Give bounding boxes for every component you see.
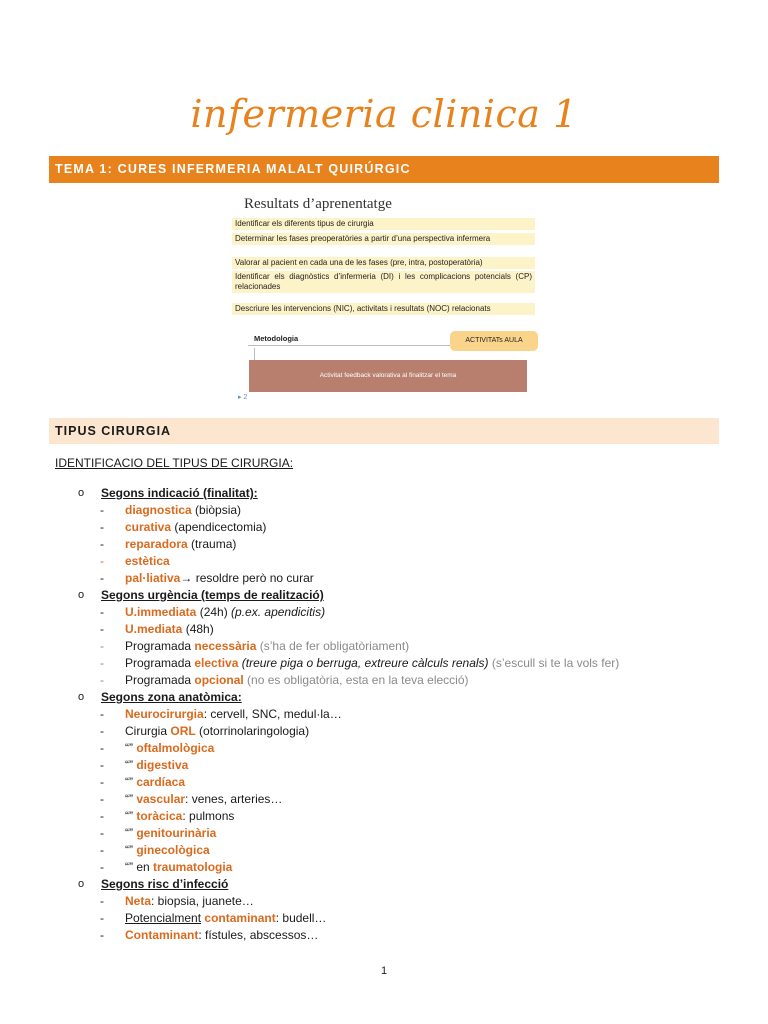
section-indicacio: [78, 485, 728, 502]
list-item: - “” ginecològica: [100, 843, 210, 857]
slide-row: Determinar les fases preoperatòries a partir d’una perspectiva infermera: [232, 233, 535, 245]
slide-title: Resultats d’aprenentatge: [244, 196, 392, 212]
section-label: Segons indicació (finalitat):: [101, 486, 258, 500]
bullet-circle-icon: o: [78, 589, 85, 601]
list-item: - “” en traumatologia: [100, 860, 233, 874]
slide-row: Valorar al pacient en cada una de les fases (pre, intra, postoperatòria): [232, 257, 535, 269]
list-item: - Neurocirurgia: cervell, SNC, medul·la…: [100, 707, 342, 721]
slide-number: ▸ 2: [238, 394, 248, 401]
section-zona: [78, 689, 728, 706]
slide-activitats-box: ACTIVITATs AULA: [450, 331, 538, 351]
list-item: - U.immediata (24h) (p.ex. apendicitis): [100, 605, 326, 619]
bullet-circle-icon: o: [78, 878, 85, 890]
bullet-circle-icon: o: [78, 487, 85, 499]
section-label: Segons zona anatòmica:: [101, 690, 242, 704]
list-item: - “” cardíaca: [100, 775, 186, 789]
document-title: infermeria clinica 1: [190, 92, 578, 136]
list-item: - Programada electiva (treure piga o berruga, extreure càlculs renals) (s’escull si te la vols fer): [100, 656, 620, 670]
slide-image: [230, 193, 542, 405]
list-item: - “” oftalmològica: [100, 741, 215, 755]
list-item: - pal·liativa→ resoldre però no curar: [100, 571, 314, 585]
section-risc: [78, 876, 728, 893]
list-item: - reparadora (trauma): [100, 537, 237, 551]
list-item: - diagnostica (biòpsia): [100, 503, 242, 517]
section-urgencia: [78, 587, 728, 604]
slide-metodologia: Metodologia: [254, 334, 299, 343]
slide-row: Identificar els diagnòstics d’infermeria (DI) i les complicacions potencials (CP) relacionades: [232, 271, 535, 293]
slide-feedback-bar: Activitat feedback valorativa al finalitzar el tema: [249, 360, 527, 392]
outline-list: [78, 485, 728, 944]
list-item: - Programada necessària (s’ha de fer obligatòriament): [100, 639, 410, 653]
slide-tick: [254, 348, 255, 360]
list-item: - curativa (apendicectomia): [100, 520, 267, 534]
section-header-tipus-cirurgia: TIPUS CIRURGIA: [49, 418, 719, 444]
bullet-circle-icon: o: [78, 691, 85, 703]
list-item: - Contaminant: fístules, abscessos…: [100, 928, 319, 942]
list-item: - “” digestiva: [100, 758, 189, 772]
slide-row: Identificar els diferents tipus de cirurgia: [232, 218, 535, 230]
section-label: Segons urgència (temps de realització): [101, 588, 324, 602]
list-item: - Potencialment contaminant: budell…: [100, 911, 327, 925]
list-item: - estètica: [100, 554, 170, 568]
slide-row: Descriure les intervencions (NIC), activitats i resultats (NOC) relacionats: [232, 303, 535, 315]
list-item: - Programada opcional (no es obligatòria, esta en la teva elecció): [100, 673, 469, 687]
list-item: - “” toràcica: pulmons: [100, 809, 235, 823]
list-item: - “” vascular: venes, arteries…: [100, 792, 283, 806]
section-label: Segons risc d’infecció: [101, 877, 229, 891]
outline-heading: IDENTIFICACIO DEL TIPUS DE CIRURGIA:: [55, 456, 294, 470]
section-header-tema1: TEMA 1: CURES INFERMERIA MALALT QUIRÚRGIC: [49, 156, 719, 183]
list-item: - U.mediata (48h): [100, 622, 214, 636]
list-item: - “” genitourinària: [100, 826, 217, 840]
page-number: 1: [380, 965, 388, 977]
list-item: - Neta: biopsia, juanete…: [100, 894, 254, 908]
list-item: - Cirurgia ORL (otorrinolaringologia): [100, 724, 310, 738]
